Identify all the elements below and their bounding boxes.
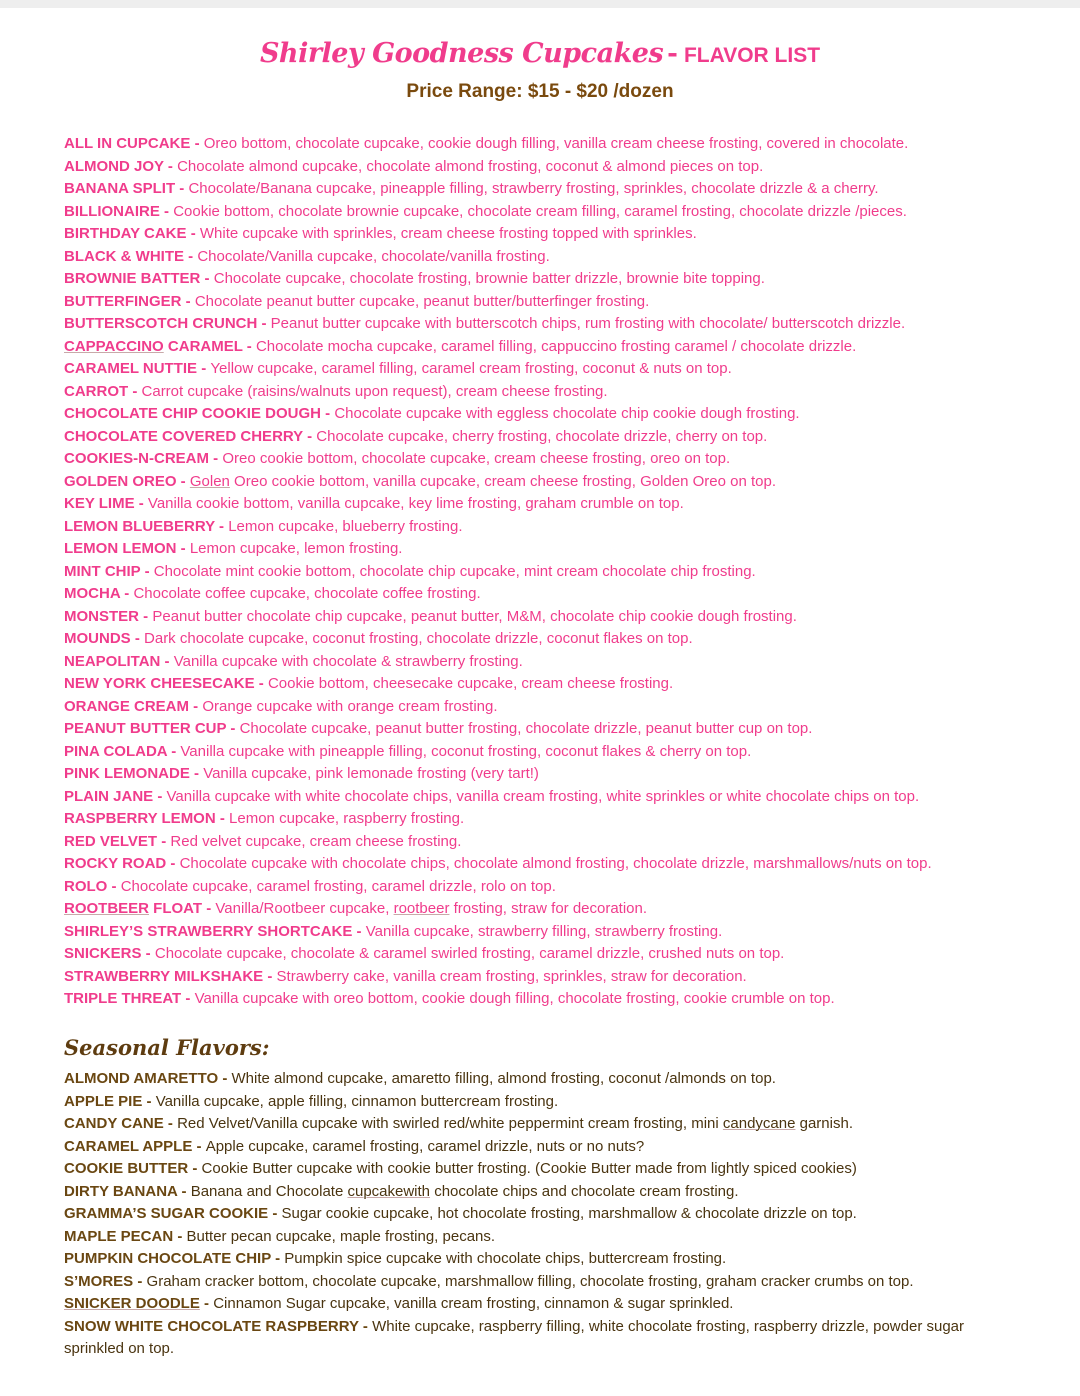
flavor-description: Lemon cupcake, blueberry frosting. [228, 517, 463, 535]
flavor-separator: - [173, 1227, 187, 1245]
flavor-item [64, 358, 1054, 381]
flavor-name [64, 878, 121, 895]
flavor-name-part: ROOTBEER [64, 900, 150, 917]
flavor-separator: - [142, 1092, 156, 1110]
flavor-name [64, 1250, 284, 1267]
flavor-name-part: SHIRLEY’S STRAWBERRY SHORTCAKE [64, 922, 353, 940]
flavor-name-part: CANDY CANE [64, 1115, 164, 1132]
flavor-separator: - [268, 1205, 282, 1222]
flavor-name [64, 225, 200, 242]
flavor-item [64, 966, 1054, 989]
flavor-name-part: ALMOND AMARETTO [64, 1070, 219, 1087]
flavor-separator: - [176, 472, 190, 490]
flavor-name-part: BANANA SPLIT [64, 180, 176, 197]
flavor-name [64, 158, 177, 175]
flavor-name [64, 248, 197, 265]
flavor-separator: - [181, 990, 195, 1007]
flavor-name [64, 1273, 147, 1290]
flavor-separator: - [197, 360, 211, 377]
flavor-name [64, 270, 214, 287]
flavor-separator: - [184, 247, 198, 265]
flavor-description: Red Velvet/Vanilla cupcake with swirled red/white peppermint cream frosting, mini [177, 1115, 723, 1132]
flavor-name [64, 338, 256, 355]
flavor-name-part: BUTTERFINGER [64, 292, 182, 310]
flavor-separator: - [128, 382, 142, 400]
flavor-separator: - [163, 1115, 178, 1132]
flavor-item [64, 201, 1054, 224]
flavor-name-part: MONSTER [64, 607, 139, 625]
flavor-description: Cookie bottom, chocolate brownie cupcake, chocolate cream filling, caramel frosting, chocolate drizzle /pieces. [173, 202, 907, 220]
flavor-separator: - [153, 787, 167, 805]
flavor-description: Chocolate/Vanilla cupcake, chocolate/vanilla frosting. [197, 247, 550, 265]
flavor-name [64, 990, 195, 1007]
flavor-name-part: DIRTY BANANA [64, 1182, 178, 1200]
flavor-name-part: MAPLE PECAN [64, 1227, 174, 1245]
flavor-name [64, 1183, 191, 1200]
flavor-description: White cupcake with sprinkles, cream cheese frosting topped with sprinkles. [199, 225, 697, 242]
flavor-separator: - [120, 585, 134, 602]
flavor-name [64, 810, 229, 827]
flavor-name [64, 1070, 232, 1087]
flavor-item [64, 763, 1054, 786]
flavor-description-part: Golen [189, 472, 230, 490]
flavor-name-part: ROLO [64, 877, 108, 895]
flavor-item [64, 1136, 1054, 1159]
flavor-item [64, 313, 1054, 336]
flavor-description: Strawberry cake, vanilla cream frosting, sprinkles, straw for decoration. [276, 967, 747, 985]
flavor-item [64, 1091, 1054, 1114]
flavor-name [64, 630, 144, 647]
flavor-name [64, 428, 316, 445]
flavor-separator: - [160, 652, 174, 670]
flavor-description: Peanut butter cupcake with butterscotch chips, rum frosting with chocolate/ butterscotch drizzle. [270, 315, 906, 332]
title-line [0, 38, 1080, 69]
flavor-item [64, 246, 1054, 269]
flavor-name-part: BIRTHDAY CAKE [64, 225, 187, 242]
flavor-separator: - [358, 1317, 373, 1335]
flavor-name [64, 675, 268, 692]
flavor-separator: - [202, 900, 216, 917]
flavor-item [64, 1271, 1054, 1294]
flavor-separator: - [200, 270, 214, 287]
flavor-name-part: BLACK & WHITE [64, 247, 184, 265]
flavor-name [64, 1318, 372, 1335]
flavor-description: Vanilla cupcake with pineapple filling, coconut frosting, coconut flakes & cherry on top. [180, 742, 752, 760]
flavor-description: Peanut butter chocolate chip cupcake, peanut butter, M&M, chocolate chip cookie dough frosting. [152, 607, 797, 625]
flavor-separator: - [218, 1070, 232, 1087]
flavor-separator: - [242, 337, 256, 355]
flavor-item [64, 403, 1054, 426]
flavor-description: Chocolate cupcake, cherry frosting, chocolate drizzle, cherry on top. [316, 427, 768, 445]
flavor-separator: - [226, 720, 240, 737]
flavor-separator: - [181, 292, 195, 310]
flavor-item [64, 808, 1054, 831]
flavor-name [64, 473, 190, 490]
flavor-separator: - [190, 135, 204, 152]
flavor-name-part: ORANGE CREAM [64, 697, 190, 715]
flavor-name-part: PEANUT BUTTER CUP [64, 720, 227, 737]
flavor-name-part: ALMOND JOY [64, 157, 164, 175]
flavor-item [64, 448, 1054, 471]
flavor-separator: - [189, 765, 204, 782]
flavor-description-part: frosting, straw for decoration. [449, 900, 648, 917]
flavor-name-part: MOUNDS [64, 630, 131, 647]
flavor-name-part: NEW YORK CHEESECAKE [64, 675, 255, 692]
flavor-item [64, 561, 1054, 584]
flavor-name [64, 293, 195, 310]
flavor-description-part: garnish. [795, 1115, 853, 1132]
flavor-description-part: rootbeer [393, 900, 450, 917]
flavor-name [64, 720, 240, 737]
flavor-name-part: NEAPOLITAN [64, 652, 161, 670]
flavor-name [64, 765, 203, 782]
flavor-item [64, 381, 1054, 404]
flavor-name-part: SNICKER DOODLE [64, 1295, 200, 1312]
flavor-description: Yellow cupcake, caramel filling, caramel cream frosting, coconut & nuts on top. [210, 360, 732, 377]
flavor-description: Vanilla cupcake with oreo bottom, cookie dough filling, chocolate frosting, cookie crumble on top. [194, 990, 835, 1007]
flavor-description: Chocolate cupcake, caramel frosting, caramel drizzle, rolo on top. [120, 877, 556, 895]
flavor-item [64, 831, 1054, 854]
flavor-item [64, 1113, 1054, 1136]
flavor-name [64, 315, 271, 332]
price-range: Price Range: $15 - $20 /dozen [406, 81, 674, 102]
flavor-item [64, 1226, 1054, 1249]
flavor-name [64, 585, 133, 602]
flavor-name-part: SNICKERS [64, 945, 142, 962]
flavor-item [64, 651, 1054, 674]
flavor-item [64, 223, 1054, 246]
flavor-description: White cupcake, raspberry filling, white chocolate frosting, raspberry drizzle, powder sugar sprinkled on top. [64, 1317, 965, 1357]
flavor-name [64, 495, 148, 512]
flavor-separator: - [254, 675, 268, 692]
flavor-item [64, 516, 1054, 539]
flavor-name [64, 518, 228, 535]
flavor-item [64, 471, 1054, 494]
flavor-item [64, 268, 1054, 291]
flavor-name [64, 900, 215, 917]
flavor-separator: - [177, 1182, 191, 1200]
flavor-name-part: ROCKY ROAD [64, 855, 167, 872]
header [0, 38, 1080, 103]
flavor-item [64, 1293, 1054, 1316]
flavor-description: Cinnamon Sugar cupcake, vanilla cream frosting, cinnamon & sugar sprinkled. [213, 1295, 734, 1312]
flavor-item [64, 133, 1054, 156]
flavor-name [64, 203, 173, 220]
flavor-name [64, 360, 210, 377]
flavor-name-part: ALL IN CUPCAKE [64, 135, 191, 152]
flavor-description: Chocolate almond cupcake, chocolate almond frosting, coconut & almond pieces on top. [177, 157, 764, 175]
flavor-item [64, 898, 1054, 921]
flavor-item [64, 1068, 1054, 1091]
flavor-name [64, 833, 170, 850]
flavor-item [64, 1248, 1054, 1271]
flavor-separator: - [188, 1160, 202, 1177]
flavor-name-part: COOKIES-N-CREAM [64, 450, 209, 467]
flavor-description: Pumpkin spice cupcake with chocolate chips, buttercream frosting. [284, 1250, 727, 1267]
flavor-name [64, 1115, 177, 1132]
flavor-description-part: candycane [722, 1115, 796, 1132]
flavor-name-part: RED VELVET [64, 832, 158, 850]
flavor-name [64, 945, 155, 962]
flavor-name [64, 1228, 187, 1245]
flavor-separator: - [352, 922, 366, 940]
flavor-description: Vanilla cookie bottom, vanilla cupcake, key lime frosting, graham crumble on top. [147, 495, 684, 512]
flavor-separator: - [159, 202, 174, 220]
flavor-name [64, 563, 154, 580]
flavor-separator: - [214, 517, 229, 535]
top-bar [0, 0, 1080, 8]
flavor-separator: - [257, 315, 271, 332]
flavor-item [64, 493, 1054, 516]
flavor-description: Lemon cupcake, raspberry frosting. [229, 810, 465, 827]
flavor-item [64, 921, 1054, 944]
flavor-name-part: COOKIE BUTTER [64, 1160, 189, 1177]
flavor-name-part: PINA COLADA [64, 742, 168, 760]
flavor-description: Orange cupcake with orange cream frosting. [202, 697, 498, 715]
flavor-name-part: MOCHA [64, 585, 121, 602]
flavor-description: Chocolate peanut butter cupcake, peanut butter/butterfinger frosting. [194, 292, 650, 310]
flavor-separator: - [107, 877, 121, 895]
flavor-separator: - [130, 630, 145, 647]
flavor-name [64, 1093, 156, 1110]
flavor-item [64, 426, 1054, 449]
flavor-item [64, 673, 1054, 696]
flavor-name [64, 743, 180, 760]
flavor-name-part: GRAMMA’S SUGAR COOKIE [64, 1205, 269, 1222]
flavor-item [64, 876, 1054, 899]
flavor-separator: - [263, 967, 277, 985]
flavor-name-part: LEMON BLUEBERRY [64, 517, 215, 535]
flavor-item [64, 786, 1054, 809]
flavor-item [64, 1158, 1054, 1181]
flavor-name [64, 383, 142, 400]
flavor-item [64, 336, 1054, 359]
flavor-description: Dark chocolate cupcake, coconut frosting, chocolate drizzle, coconut flakes on top. [144, 630, 693, 647]
flavor-name [64, 180, 188, 197]
flavor-separator: - [215, 810, 230, 827]
flavor-item [64, 291, 1054, 314]
flavor-item [64, 606, 1054, 629]
flavor-separator: - [139, 607, 153, 625]
flavor-item [64, 628, 1054, 651]
flavor-name [64, 540, 190, 557]
flavor-description: White almond cupcake, amaretto filling, almond frosting, coconut /almonds on top. [231, 1070, 776, 1087]
flavor-separator: - [189, 697, 203, 715]
flavor-separator: - [302, 427, 317, 445]
flavor-description: Chocolate cupcake, chocolate frosting, brownie batter drizzle, brownie bite topping. [213, 270, 765, 287]
flavor-name-part: S’MORES [64, 1272, 134, 1290]
flavor-name-part: PINK LEMONADE [64, 765, 190, 782]
flavor-item [64, 696, 1054, 719]
flavor-description: Vanilla cupcake, apple filling, cinnamon buttercream frosting. [155, 1092, 559, 1110]
flavor-name-part: KEY LIME [64, 495, 135, 512]
flavor-name-part: BUTTERSCOTCH CRUNCH [64, 315, 258, 332]
flavor-name-part: CAPPACCINO [64, 337, 164, 355]
flavor-item [64, 943, 1054, 966]
flavor-name-part: MINT CHIP [64, 562, 141, 580]
flavor-separator: - [157, 832, 171, 850]
flavor-item [64, 1316, 1014, 1361]
flavor-description: Red velvet cupcake, cream cheese frosting. [170, 832, 462, 850]
flavor-name-part: BROWNIE BATTER [64, 270, 201, 287]
flavor-description: Chocolate cupcake with chocolate chips, chocolate almond frosting, chocolate drizzle, marshmallows/nuts on top. [179, 855, 932, 872]
flavor-description: Graham cracker bottom, chocolate cupcake, marshmallow filling, chocolate frosting, graham cracker crumbs on top. [146, 1272, 914, 1290]
flavor-name-part: CARAMEL [163, 337, 243, 355]
flavor-separator: - [141, 945, 155, 962]
flavor-separator: - [209, 450, 223, 467]
flavor-description-part: chocolate chips and chocolate cream frosting. [430, 1182, 739, 1200]
flavor-name-part: LEMON LEMON [64, 540, 177, 557]
flavor-description: Lemon cupcake, lemon frosting. [189, 540, 403, 557]
flavor-description: Chocolate cupcake with eggless chocolate chip cookie dough frosting. [334, 405, 800, 422]
flavor-description: Vanilla/Rootbeer cupcake, [215, 900, 394, 917]
flavor-separator: - [163, 157, 178, 175]
flavor-name-part: GOLDEN OREO [64, 472, 177, 490]
flavor-list [64, 133, 1054, 1011]
flavor-list-label: FLAVOR LIST [683, 44, 821, 67]
flavor-description: Vanilla cupcake, pink lemonade frosting (very tart!) [203, 765, 539, 782]
flavor-name [64, 855, 180, 872]
flavor-separator: - [134, 495, 148, 512]
flavor-separator: - [167, 742, 181, 760]
flavor-name-part: STRAWBERRY MILKSHAKE [64, 967, 264, 985]
flavor-item [64, 853, 1054, 876]
flavor-description: Oreo bottom, chocolate cupcake, cookie dough filling, vanilla cream cheese frosting, covered in chocolate. [203, 135, 909, 152]
flavor-name [64, 968, 277, 985]
flavor-description: Chocolate cupcake, peanut butter frosting, chocolate drizzle, peanut butter cup on top. [239, 720, 813, 737]
flavor-name-part: BILLIONAIRE [64, 202, 160, 220]
flavor-description: Chocolate coffee cupcake, chocolate coffee frosting. [133, 585, 481, 602]
title-separator: - [667, 39, 678, 69]
flavor-description: Chocolate/Banana cupcake, pineapple filling, strawberry frosting, sprinkles, chocolate drizzle & a cherry. [188, 180, 879, 197]
flavor-name-part: CARAMEL APPLE [64, 1137, 193, 1155]
flavor-name-part: SNOW WHITE CHOCOLATE RASPBERRY [64, 1317, 359, 1335]
seasonal-list [64, 1068, 1054, 1361]
flavor-description: Butter pecan cupcake, maple frosting, pecans. [186, 1227, 496, 1245]
flavor-separator: - [166, 855, 180, 872]
flavor-name-part: FLOAT [149, 900, 203, 917]
flavor-name [64, 450, 222, 467]
flavor-name [64, 135, 204, 152]
flavor-name-part: CHOCOLATE COVERED CHERRY [64, 427, 303, 445]
seasonal-heading: Seasonal Flavors: [64, 1035, 270, 1060]
flavor-item [64, 1181, 1054, 1204]
flavor-name [64, 788, 167, 805]
flavor-description: Cookie bottom, cheesecake cupcake, cream cheese frosting. [267, 675, 674, 692]
flavor-name-part: CARROT [64, 382, 129, 400]
flavor-name-part: APPLE PIE [64, 1092, 143, 1110]
flavor-item [64, 1203, 1054, 1226]
flavor-separator: - [192, 1137, 206, 1155]
flavor-name [64, 1205, 282, 1222]
flavor-separator: - [186, 225, 200, 242]
flavor-name [64, 1295, 213, 1312]
flavor-name-part: CARAMEL NUTTIE [64, 360, 198, 377]
flavor-description-part: Oreo cookie bottom, vanilla cupcake, cream cheese frosting, Golden Oreo on top. [229, 472, 777, 490]
flavor-name-part: TRIPLE THREAT [64, 990, 182, 1007]
flavor-separator: - [176, 540, 190, 557]
flavor-name-part: PUMPKIN CHOCOLATE CHIP [64, 1250, 271, 1267]
flavor-description: Chocolate mint cookie bottom, chocolate chip cupcake, mint cream chocolate chip frosting. [153, 562, 756, 580]
flavor-name-part: PLAIN JANE [64, 787, 154, 805]
flavor-item [64, 178, 1054, 201]
flavor-description: Apple cupcake, caramel frosting, caramel drizzle, nuts or no nuts? [205, 1137, 645, 1155]
flavor-name-part: RASPBERRY LEMON [64, 810, 216, 827]
flavor-name [64, 698, 202, 715]
flavor-item [64, 988, 1054, 1011]
flavor-description: Chocolate cupcake, chocolate & caramel swirled frosting, caramel drizzle, crushed nuts on top. [154, 945, 785, 962]
flavor-separator: - [320, 405, 335, 422]
flavor-separator: - [133, 1272, 147, 1290]
flavor-name [64, 1138, 206, 1155]
flavor-item [64, 718, 1054, 741]
flavor-description: Carrot cupcake (raisins/walnuts upon request), cream cheese frosting. [141, 382, 608, 400]
flavor-description: Sugar cookie cupcake, hot chocolate frosting, marshmallow & chocolate drizzle on top. [281, 1205, 857, 1222]
flavor-name [64, 923, 366, 940]
flavor-separator: - [140, 562, 154, 580]
flavor-name [64, 653, 174, 670]
flavor-separator: - [270, 1250, 285, 1267]
flavor-description-part: cupcakewith [347, 1182, 431, 1200]
flavor-item [64, 583, 1054, 606]
flavor-name [64, 608, 152, 625]
flavor-description: Banana and Chocolate [190, 1182, 348, 1200]
flavor-name [64, 405, 334, 422]
flavor-description: Vanilla cupcake with chocolate & strawberry frosting. [173, 652, 523, 670]
flavor-description: Vanilla cupcake, strawberry filling, strawberry frosting. [365, 922, 723, 940]
flavor-separator: - [199, 1295, 214, 1312]
flavor-description: Vanilla cupcake with white chocolate chips, vanilla cream frosting, white sprinkles or white chocolate chips on top. [166, 787, 920, 805]
flavor-item [64, 538, 1054, 561]
flavor-item [64, 741, 1054, 764]
flavor-description: Chocolate mocha cupcake, caramel filling, cappuccino frosting caramel / chocolate drizzle. [255, 337, 857, 355]
flavor-separator: - [175, 180, 189, 197]
flavor-name-part: CHOCOLATE CHIP COOKIE DOUGH [64, 405, 321, 422]
flavor-item [64, 156, 1054, 179]
flavor-description: Oreo cookie bottom, chocolate cupcake, cream cheese frosting, oreo on top. [222, 450, 731, 467]
flavor-name [64, 1160, 202, 1177]
flavor-description: Cookie Butter cupcake with cookie butter frosting. (Cookie Butter made from lightly spiced cookies) [201, 1160, 857, 1177]
brand-title: Shirley Goodness Cupcakes [259, 38, 664, 69]
